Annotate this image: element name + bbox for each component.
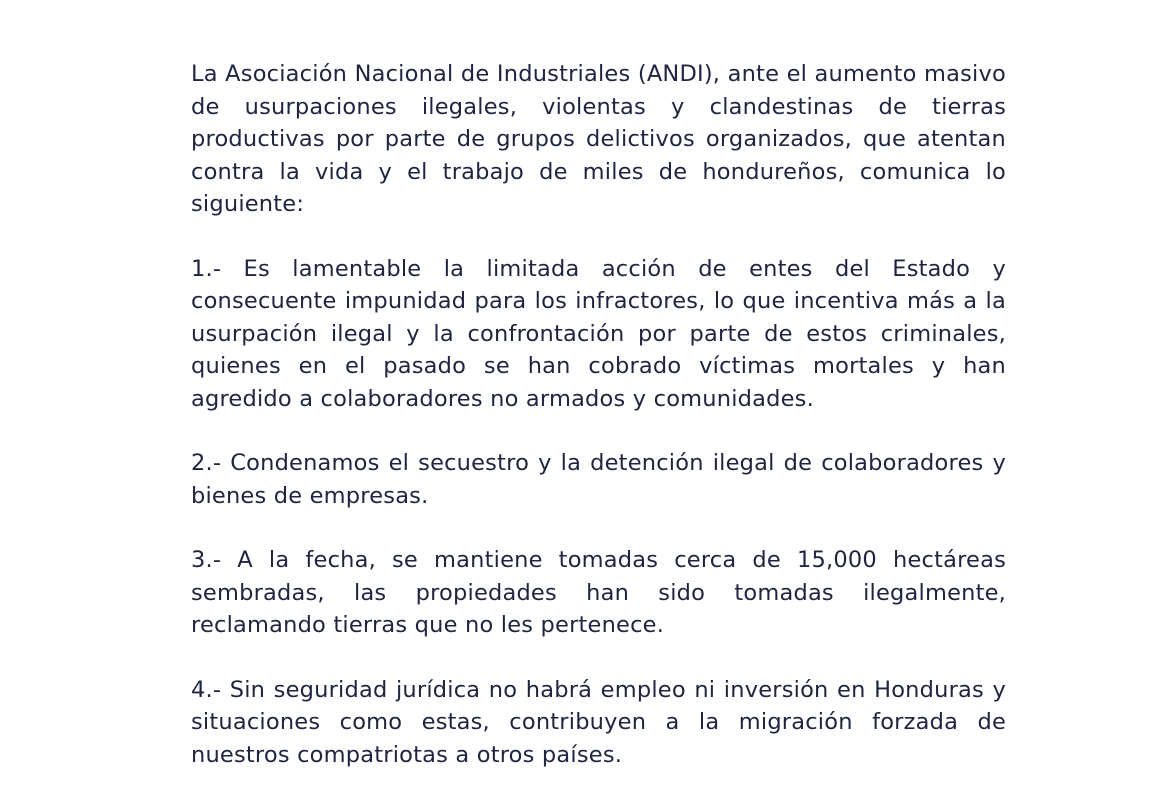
intro-paragraph: La Asociación Nacional de Industriales (ANDI), ante el aumento masivo de usurpaciones ilegales, violentas y clandestinas de tierras productivas por parte de grupos delictivos organizados, que atentan contra la vida y el trabajo de miles de hondureños, comunica lo siguiente: <box>191 61 1006 217</box>
statement-body <box>191 58 1006 803</box>
point-4-paragraph: 4.- Sin seguridad jurídica no habrá empleo ni inversión en Honduras y situaciones como estas, contribuyen a la migración forzada de nuestros compatriotas a otros países. <box>191 676 1006 768</box>
point-2-paragraph: 2.- Condenamos el secuestro y la detención ilegal de colaboradores y bienes de empresas. <box>191 450 1006 509</box>
point-1-paragraph: 1.- Es lamentable la limitada acción de entes del Estado y consecuente impunidad para los infractores, lo que incentiva más a la usurpación ilegal y la confrontación por parte de estos criminales, quienes en el pasado se han cobrado víctimas mortales y han agredido a colaboradores no armados y comunidades. <box>191 255 1006 412</box>
point-3-paragraph: 3.- A la fecha, se mantiene tomadas cerca de 15,000 hectáreas sembradas, las propiedades han sido tomadas ilegalmente, reclamando tierras que no les pertenece. <box>191 547 1006 638</box>
